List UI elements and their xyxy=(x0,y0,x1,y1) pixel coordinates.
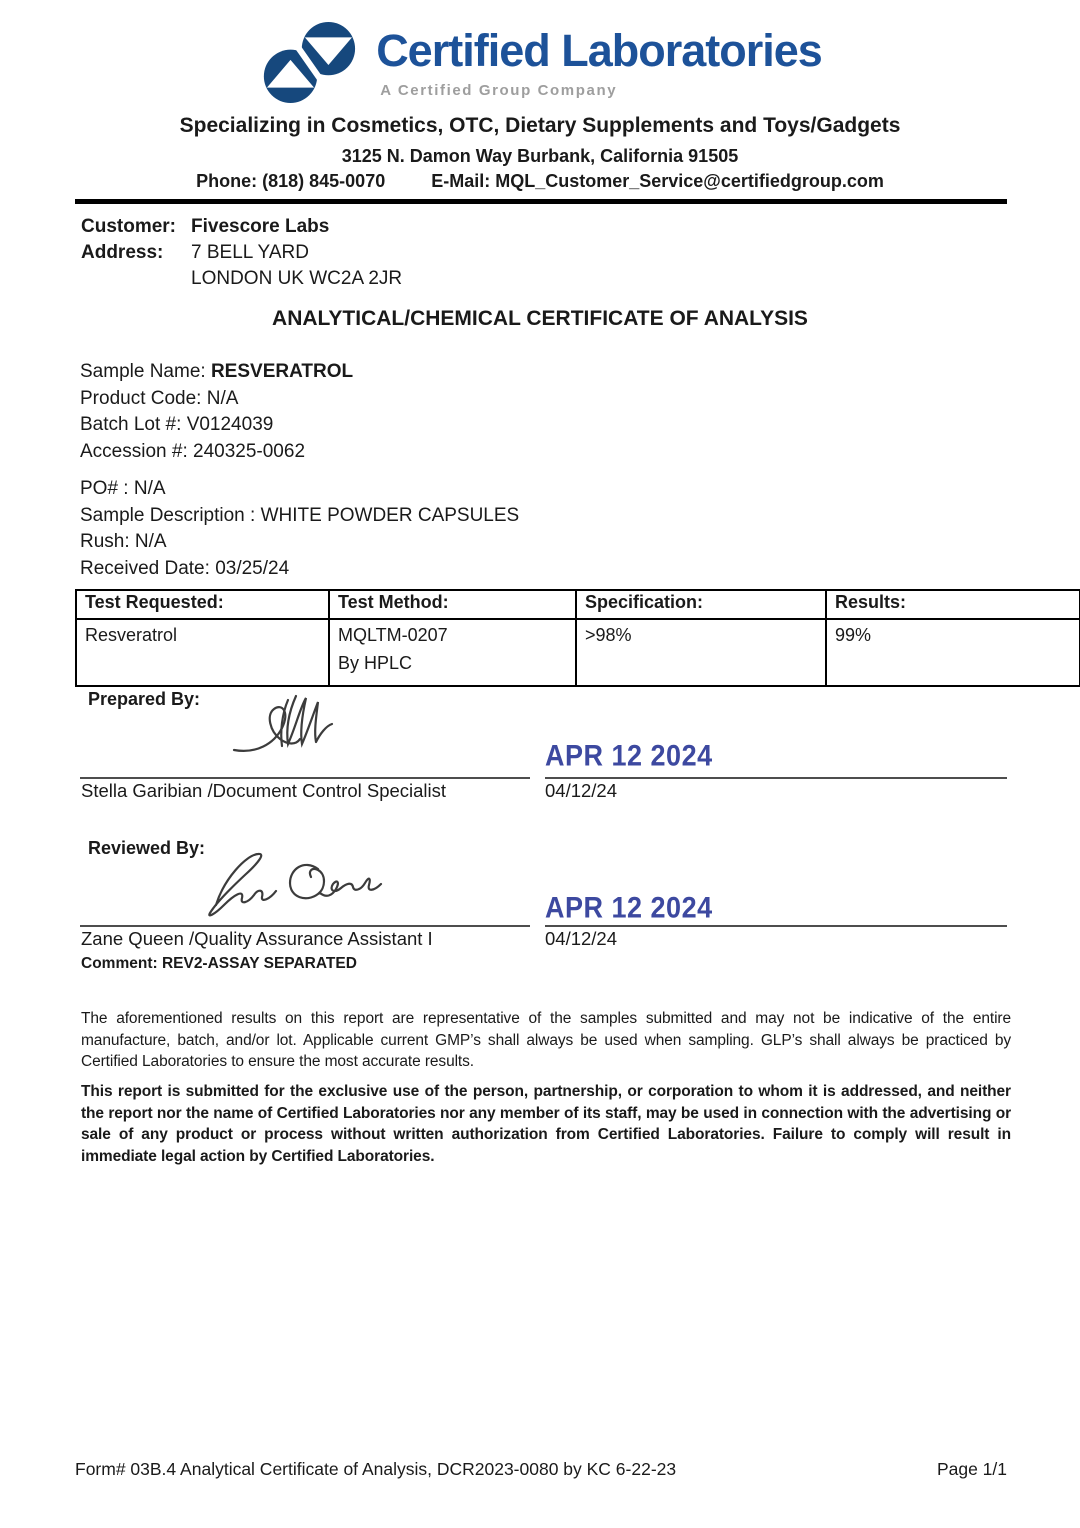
reviewed-signature-line xyxy=(80,925,530,927)
product-code-line: Product Code: N/A xyxy=(80,387,239,409)
prepared-date-line xyxy=(545,777,1007,779)
received-date-value: 03/25/24 xyxy=(215,557,290,579)
email-text: E-Mail: MQL_Customer_Service@certifiedgroup.com xyxy=(431,171,884,191)
results-header-row xyxy=(76,590,1080,619)
received-date-line: Received Date: 03/25/24 xyxy=(80,557,290,579)
specialization-line: Specializing in Cosmetics, OTC, Dietary Supplements and Toys/Gadgets xyxy=(179,114,901,137)
address-label: Address: xyxy=(81,242,164,263)
reviewed-by-signature xyxy=(200,843,390,919)
lab-address-line: 3125 N. Damon Way Burbank, California 91505 xyxy=(341,146,739,166)
customer-row xyxy=(81,214,402,240)
address-row xyxy=(81,240,402,266)
batch-lot-value: V0124039 xyxy=(186,414,274,435)
prepared-signature-line xyxy=(80,777,530,779)
po-value: N/A xyxy=(133,478,166,499)
reviewed-date-line xyxy=(545,925,1007,927)
cell-result: 99% xyxy=(826,619,1080,686)
reviewed-by-label: Reviewed By: xyxy=(88,838,206,858)
prepared-name-title: Stella Garibian /Document Control Specialist xyxy=(81,780,447,801)
customer-name: Fivescore Labs xyxy=(191,216,330,237)
prepared-date: 04/12/24 xyxy=(545,780,618,801)
reviewed-date-stamp: APR 12 2024 xyxy=(545,891,713,925)
logo-text-block xyxy=(376,22,822,99)
reviewed-date: 04/12/24 xyxy=(545,928,618,949)
cell-method: MQLTM-0207 By HPLC xyxy=(329,619,576,686)
document-title: ANALYTICAL/CHEMICAL CERTIFICATE OF ANALYSIS xyxy=(272,307,808,330)
contact-line xyxy=(0,171,1080,192)
order-info-block xyxy=(80,476,519,582)
rush-value: N/A xyxy=(134,531,167,552)
reviewed-name-title: Zane Queen /Quality Assurance Assistant I xyxy=(81,928,433,949)
sample-description-value: WHITE POWDER CAPSULES xyxy=(260,504,520,526)
address-line-1: 7 BELL YARD xyxy=(191,242,309,263)
col-test-method: Test Method: xyxy=(329,590,576,619)
phone-text: Phone: (818) 845-0070 xyxy=(196,171,386,191)
footer-page-number: Page 1/1 xyxy=(936,1459,1007,1479)
rush-line: Rush: N/A xyxy=(80,531,167,552)
comment-line: Comment: REV2-ASSAY SEPARATED xyxy=(81,955,357,972)
col-results: Results: xyxy=(826,590,1080,619)
col-test-requested: Test Requested: xyxy=(76,590,329,619)
batch-lot-line: Batch Lot #: V0124039 xyxy=(80,414,274,435)
table-row xyxy=(76,619,1080,686)
sample-description-line: Sample Description : WHITE POWDER CAPSULES xyxy=(80,504,520,526)
accession-line: Accession #: 240325-0062 xyxy=(80,440,306,462)
certified-laboratories-logo-icon xyxy=(258,22,364,104)
sample-info-block xyxy=(80,359,353,465)
product-code-value: N/A xyxy=(206,387,239,409)
results-table xyxy=(75,589,1080,687)
brand-name: Certified Laboratories xyxy=(376,25,822,76)
address-line-2: LONDON UK WC2A 2JR xyxy=(191,268,403,289)
accession-value: 240325-0062 xyxy=(193,440,306,462)
prepared-by-signature xyxy=(228,686,348,764)
customer-label: Customer: xyxy=(81,216,177,237)
footer-form-id: Form# 03B.4 Analytical Certificate of Analysis, DCR2023-0080 by KC 6-22-23 xyxy=(75,1459,677,1479)
cell-specification: >98% xyxy=(576,619,826,686)
disclaimer-results: The aforementioned results on this report are representative of the samples submitted and may not be indicative of the entire manufacture, batch, and/or lot. Applicable current GMP’s shall always be used when sampling. GLP’s shall always be practiced by Certified Laboratories to ensure the most accurate results. xyxy=(81,1010,1011,1070)
customer-block xyxy=(81,214,402,292)
col-specification: Specification: xyxy=(576,590,826,619)
address-row-2 xyxy=(81,266,402,292)
prepared-date-stamp: APR 12 2024 xyxy=(545,739,713,773)
sample-name-line: Sample Name: RESVERATROL xyxy=(80,361,354,382)
header-logo-row xyxy=(0,22,1080,104)
prepared-by-label: Prepared By: xyxy=(88,689,201,709)
disclaimer-legal: This report is submitted for the exclusive use of the person, partnership, or corporation to whom it is addressed, and neither the report nor the name of Certified Laboratories nor any member of its staff, may be used in connection with the advertising or sale of any product or process without written authorization from Certified Laboratories. Failure to comply will result in immediate legal action by Certified Laboratories. xyxy=(81,1083,1011,1165)
brand-tagline: A Certified Group Company xyxy=(380,82,618,99)
sample-name-value: RESVERATROL xyxy=(210,361,354,382)
page-footer xyxy=(75,1459,1007,1480)
po-line: PO# : N/A xyxy=(80,478,166,499)
cell-test: Resveratrol xyxy=(76,619,329,686)
header-divider xyxy=(75,199,1007,204)
